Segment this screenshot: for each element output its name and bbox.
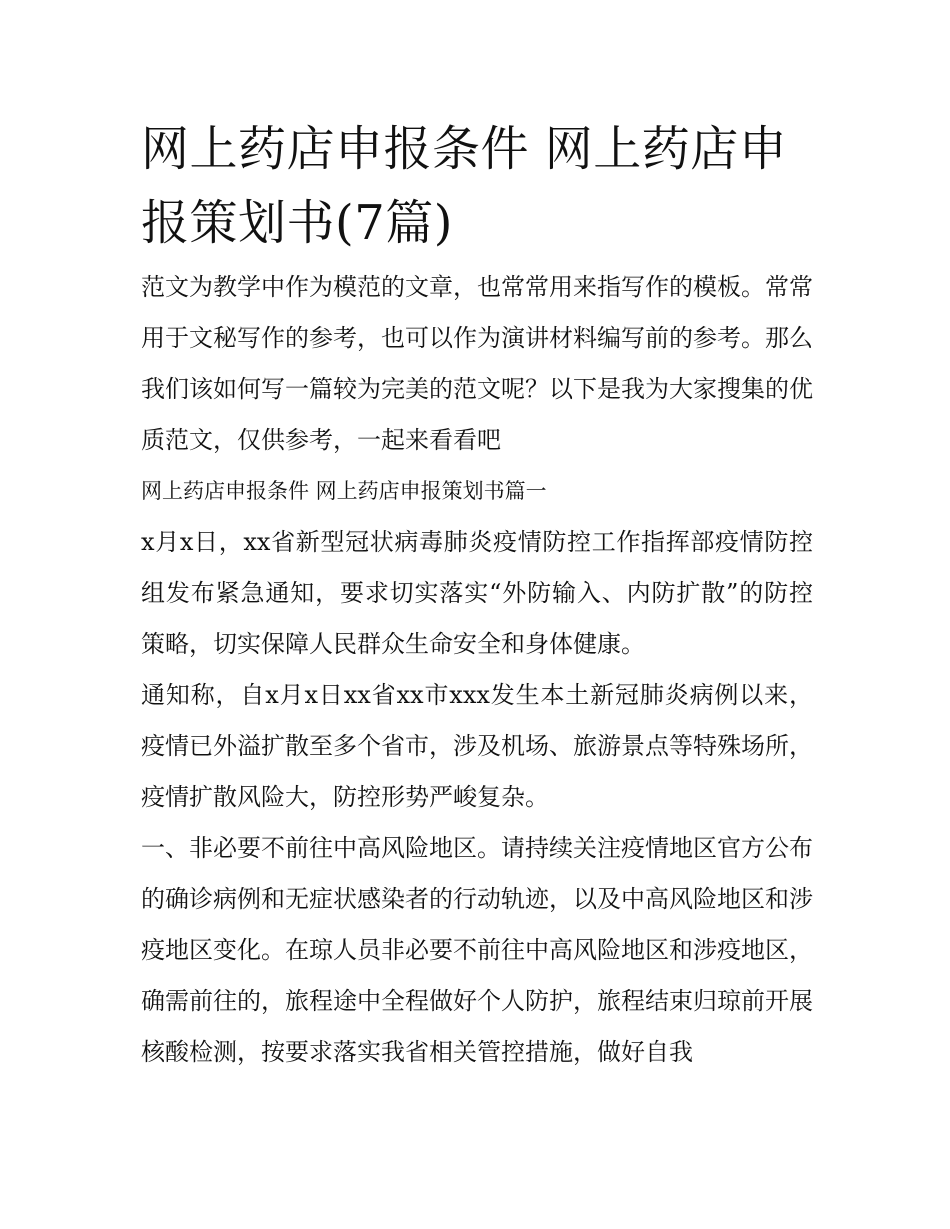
- body-paragraph-3: 一、非必要不前往中高风险地区。请持续关注疫情地区官方公布的确诊病例和无症状感染者的行动轨迹，以及中高风险地区和涉疫地区变化。在琼人员非必要不前往中高风险地区和涉疫地区，确需前往的，旅程途中全程做好个人防护，旅程结束归琼前开展核酸检测，按要求落实我省相关管控措施，做好自我: [141, 834, 813, 1066]
- intro-paragraph: 范文为教学中作为模范的文章，也常常用来指写作的模板。常常用于文秘写作的参考，也可以作为演讲材料编写前的参考。那么我们该如何写一篇较为完美的范文呢？以下是我为大家搜集的优质范文，仅供参考，一起来看看吧: [141, 273, 813, 454]
- body-paragraph-2: 通知称，自x月x日xx省xx市xxx发生本土新冠肺炎病例以来，疫情已外溢扩散至多个省市，涉及机场、旅游景点等特殊场所，疫情扩散风险大，防控形势严峻复杂。: [141, 681, 813, 811]
- document-title: 网上药店申报条件 网上药店申报策划书(7篇): [141, 121, 788, 251]
- document-page: [141, 112, 813, 1078]
- section-heading: 网上药店申报条件 网上药店申报策划书篇一: [141, 479, 547, 503]
- body-paragraph-1: x月x日，xx省新型冠状病毒肺炎疫情防控工作指挥部疫情防控组发布紧急通知，要求切实落实“外防输入、内防扩散”的防控策略，切实保障人民群众生命安全和身体健康。: [141, 528, 813, 658]
